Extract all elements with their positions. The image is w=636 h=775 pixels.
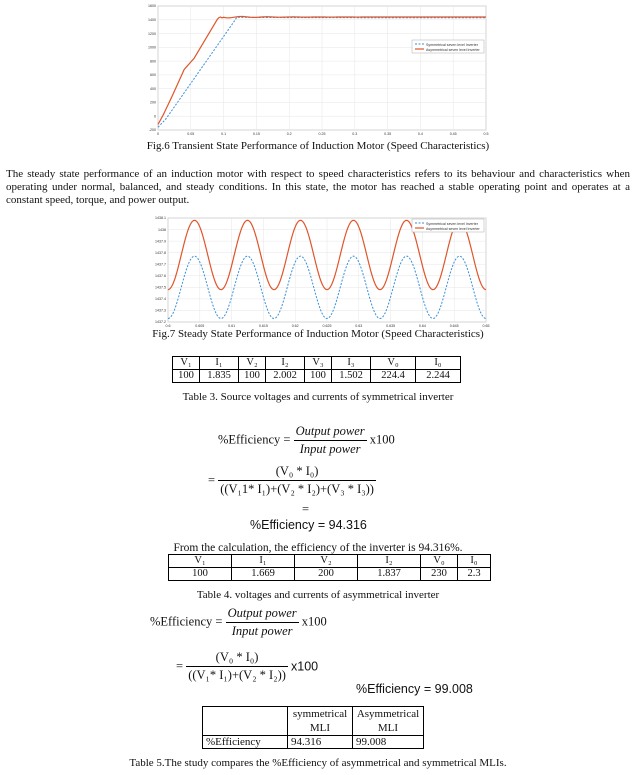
table-cell: 100 <box>173 370 200 383</box>
table-row <box>203 707 424 736</box>
table-row <box>173 357 461 370</box>
eq1-numerator: Output power <box>294 424 367 441</box>
fig6-legend-symmetrical: Symmetrical seven level Inverter <box>426 43 478 47</box>
fig7-legend <box>412 219 484 232</box>
fig6-xtick-label: 0.45 <box>449 132 457 136</box>
fig7-xtick-label: 0.6 <box>165 324 171 328</box>
table-cell: 100 <box>169 568 232 581</box>
eq2-lhs: %Efficiency <box>150 614 213 629</box>
fig7-ytick-label: 1437.2 <box>155 320 166 325</box>
table-header-cell: V₃ <box>305 357 332 370</box>
eq2-expanded-numerator: (V₀ * I₀) <box>186 650 288 667</box>
table-header-cell: V₀ <box>421 555 458 568</box>
table4 <box>168 554 491 581</box>
fig6-legend <box>412 40 484 53</box>
eq1-equals: = <box>283 432 291 447</box>
fig6-xtick-label: 0.2 <box>286 132 292 136</box>
fig7-ytick-label: 1437.9 <box>155 239 166 244</box>
table-cell: 1.502 <box>332 370 371 383</box>
table-cell: 100 <box>305 370 332 383</box>
fig6-xtick-label: 0.25 <box>318 132 326 136</box>
fig6-ytick-label: 600 <box>150 73 156 78</box>
table5-caption: Table 5.The study compares the %Efficiency of asymmetrical and symmetrical MLIs. <box>129 757 507 769</box>
fig7-legend-asymmetrical: Asymmetrical seven level Inverter <box>426 227 480 231</box>
fig7-xtick-label: 0.61 <box>228 324 236 328</box>
eq1-times: x100 <box>369 432 395 447</box>
table-header-cell: I₂ <box>358 555 421 568</box>
table-header-cell: I₁ <box>200 357 239 370</box>
eq1-lhs: %Efficiency <box>218 432 281 447</box>
eq1-expanded-fraction <box>218 464 376 497</box>
fig7-caption: Fig.7 Steady State Performance of Induction Motor (Speed Characteristics) <box>152 328 484 340</box>
table-cell: 2.3 <box>458 568 491 581</box>
table-row <box>173 370 461 383</box>
table-cell: 94.316 <box>288 736 353 749</box>
table-row <box>169 568 491 581</box>
eq1-expanded-denominator: ((V₁1* I₁)+(V₂ * I₂)+(V₃ * I₃)) <box>220 482 374 496</box>
table-cell: 1.835 <box>200 370 239 383</box>
eq1-denominator: Input power <box>299 442 361 456</box>
fig7-ytick-label: 1437.4 <box>155 297 166 302</box>
fig7-ytick-label: 1438.1 <box>155 216 166 221</box>
table-cell: 1.669 <box>232 568 295 581</box>
fig6-ytick-label: 1200 <box>148 31 156 36</box>
equation-2 <box>150 606 327 639</box>
table-cell: 99.008 <box>353 736 424 749</box>
table-header-asymmetrical: Asymmetrical MLI <box>353 707 424 736</box>
fig7-xtick-label: 0.63 <box>355 324 363 328</box>
fig7-ytick-label: 1437.6 <box>155 273 166 278</box>
equation-2-expanded: = $\frac{\text{(V₀ * I₀)}}{\text{((V₁* I₁)+(V₂ * I₂))}}$ x100 <box>176 650 319 682</box>
table-header-cell: I₀ <box>458 555 491 568</box>
table-cell: 100 <box>239 370 266 383</box>
table-row <box>203 736 424 749</box>
table-cell-empty <box>203 707 288 736</box>
table4-caption: Table 4. voltages and currents of asymmetrical inverter <box>196 589 440 601</box>
eq1-fraction <box>294 424 367 457</box>
table-header-cell: I₀ <box>416 357 461 370</box>
table-cell: 224.4 <box>371 370 416 383</box>
fig6-xtick-label: 0.4 <box>417 132 423 136</box>
fig6-ytick-label: 1000 <box>148 45 156 50</box>
table-row-label: %Efficiency <box>203 736 288 749</box>
eq2-expanded-fraction <box>186 650 288 683</box>
table-cell: 2.244 <box>416 370 461 383</box>
table-header-symmetrical: symmetrical MLI <box>288 707 353 736</box>
fig6-xtick-label: 0 <box>157 132 159 136</box>
fig7-xtick-label: 0.64 <box>418 324 426 328</box>
fig7-ytick-label: 1437.8 <box>155 250 166 255</box>
table-header-cell: I₁ <box>232 555 295 568</box>
fig7-ytick-label: 1438 <box>158 227 166 232</box>
eq2-expanded-denominator: ((V₁* I₁)+(V₂ * I₂)) <box>188 668 286 682</box>
eq2-equals: = <box>215 614 223 629</box>
table-header-cell: V₀ <box>371 357 416 370</box>
fig6-xtick-label: 0.05 <box>187 132 195 136</box>
conclusion-text: From the calculation, the efficiency of the inverter is 94.316%. <box>173 542 463 554</box>
table-header-cell: I₂ <box>266 357 305 370</box>
fig6-xtick-label: 0.1 <box>221 132 227 136</box>
table-row <box>169 555 491 568</box>
eq2-fraction <box>226 606 299 639</box>
fig6-ytick-label: 800 <box>150 59 156 64</box>
table-cell: 230 <box>421 568 458 581</box>
fig6-ytick-label: 1400 <box>148 17 156 22</box>
fig6-caption: Fig.6 Transient State Performance of Induction Motor (Speed Characteristics) <box>146 140 490 152</box>
fig6-legend-asymmetrical: Asymmetrical seven level Inverter <box>426 48 480 52</box>
equation-1-expanded: = $\frac{\text{(V₀ * I₀)}}{\text{((V₁1* I₁)+(V₂ * I₂)+(V₃ * I₃))}}$ <box>208 464 374 496</box>
eq2-denominator: Input power <box>231 624 293 638</box>
table-cell: 2.002 <box>266 370 305 383</box>
table-cell: 200 <box>295 568 358 581</box>
fig6-xtick-label: 0.3 <box>352 132 358 136</box>
eq2-expanded-times: x100 <box>291 659 319 674</box>
fig6-ytick-label: 1600 <box>148 4 156 9</box>
equation-1 <box>218 424 395 457</box>
fig7-ytick-label: 1437.3 <box>155 308 166 313</box>
table5 <box>202 706 424 749</box>
fig7-xtick-label: 0.615 <box>258 324 268 328</box>
fig7-xtick-label: 0.605 <box>195 324 205 328</box>
fig6-ytick-label: -200 <box>148 128 156 133</box>
fig6-chart <box>140 4 492 140</box>
fig7-xtick-label: 0.645 <box>449 324 459 328</box>
eq1-equals-2: = <box>302 502 310 516</box>
eq2-numerator: Output power <box>226 606 299 623</box>
table-header-cell: V₁ <box>173 357 200 370</box>
fig6-xtick-label: 0.5 <box>483 132 489 136</box>
fig7-xtick-label: 0.635 <box>386 324 396 328</box>
fig6-ytick-label: 400 <box>150 86 156 91</box>
table-header-cell: I₃ <box>332 357 371 370</box>
fig7-xtick-label: 0.625 <box>322 324 332 328</box>
eq1-expanded-numerator: (V₀ * I₀) <box>218 464 376 481</box>
fig6-xtick-label: 0.35 <box>384 132 392 136</box>
table-header-cell: V₁ <box>169 555 232 568</box>
table-cell: 1.837 <box>358 568 421 581</box>
eq2-result: %Efficiency = 99.008 <box>356 682 473 696</box>
table-header-cell: V₂ <box>295 555 358 568</box>
table3-caption: Table 3. Source voltages and currents of symmetrical inverter <box>182 391 454 403</box>
fig6-ytick-label: 0 <box>154 114 156 119</box>
eq1-result: %Efficiency = 94.316 <box>250 518 367 532</box>
fig7-xtick-label: 0.62 <box>291 324 299 328</box>
fig7-xtick-label: 0.65 <box>482 324 490 328</box>
table-header-cell: V₂ <box>239 357 266 370</box>
table3 <box>172 356 461 383</box>
eq2-times: x100 <box>301 614 327 629</box>
fig6-xtick-label: 0.15 <box>252 132 260 136</box>
body-paragraph: The steady state performance of an induction motor with respect to speed characteristics refers to its behaviour and characteristics when operating under normal, balanced, and steady conditions. In this state, the motor has reached a stable operating point and operates at a constant speed, torque, and power output. <box>6 168 630 206</box>
fig6-ytick-label: 200 <box>150 100 156 105</box>
fig7-ytick-label: 1437.7 <box>155 262 166 267</box>
fig7-chart <box>144 214 492 330</box>
fig7-ytick-label: 1437.5 <box>155 285 166 290</box>
fig7-legend-symmetrical: Symmetrical seven level Inverter <box>426 222 478 226</box>
